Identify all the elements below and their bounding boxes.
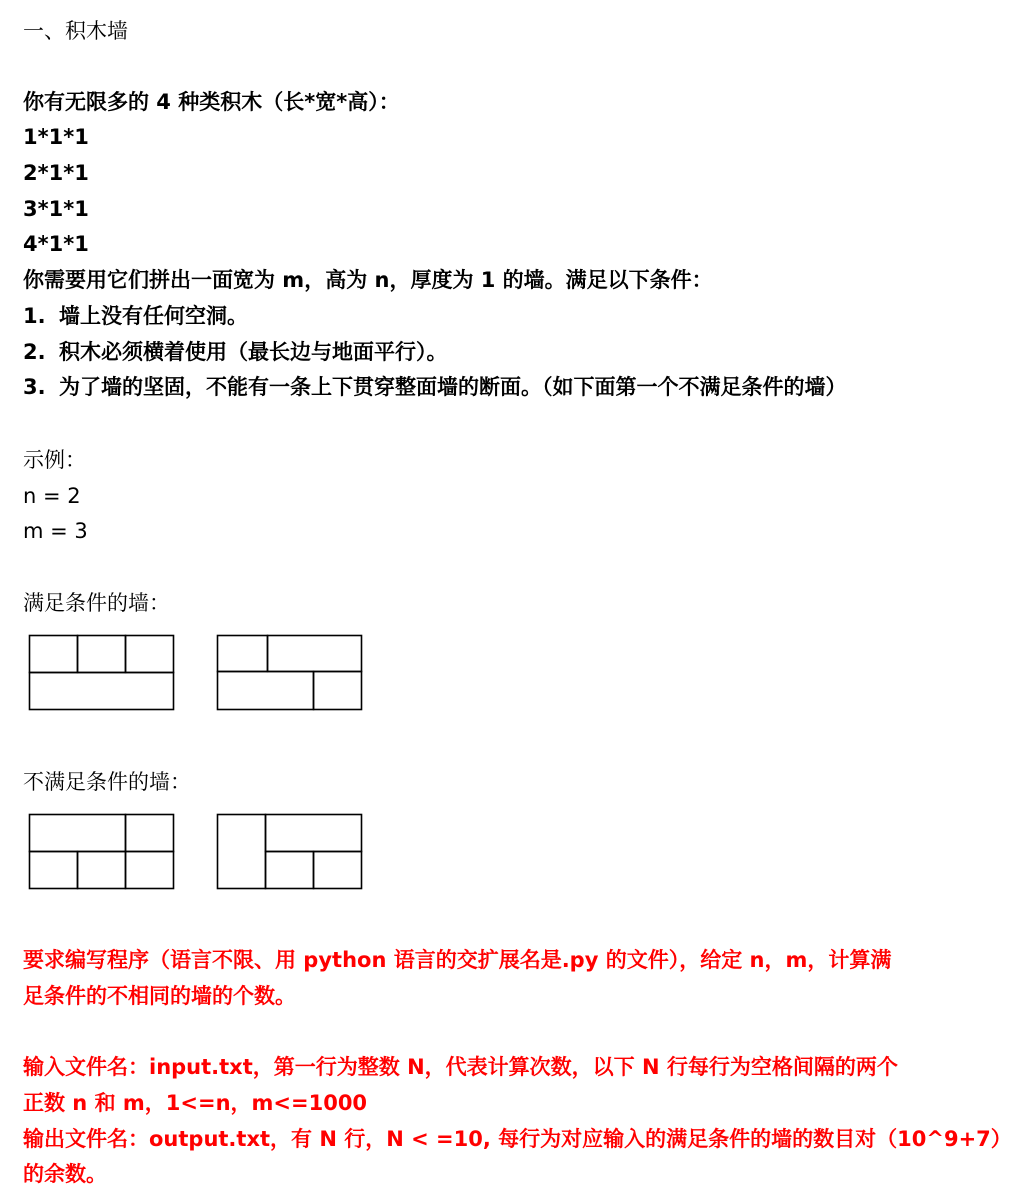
invalid-walls-label: 不满足条件的墙： — [23, 770, 191, 794]
brick — [218, 672, 314, 710]
brick — [126, 636, 174, 673]
brick — [30, 636, 78, 673]
intro-text: 你有无限多的 4 种类积木（长*宽*高）： — [23, 90, 400, 114]
block-type-2: 2*1*1 — [23, 161, 89, 185]
task-text: 你需要用它们拼出一面宽为 m，高为 n，厚度为 1 的墙。满足以下条件： — [23, 268, 713, 292]
brick — [266, 815, 362, 852]
input-spec-line-2: 正数 n 和 m，1<=n，m<=1000 — [23, 1091, 368, 1115]
invalid-wall-1-diagram — [28, 813, 176, 891]
brick — [218, 636, 268, 672]
block-type-1: 1*1*1 — [23, 125, 89, 149]
condition-3 — [23, 372, 847, 402]
invalid-wall-2-diagram — [216, 813, 364, 891]
brick — [78, 852, 126, 889]
condition-number: 1. — [23, 304, 46, 328]
output-spec-line-1: 输出文件名：output.txt，有 N 行，N < =10, 每行为对应输入的满足条件的墙的数目对（10^9+7） — [23, 1127, 1012, 1151]
condition-2 — [23, 337, 448, 367]
output-spec-line-2: 的余数。 — [23, 1162, 107, 1186]
brick — [314, 852, 362, 889]
brick — [126, 852, 174, 889]
brick — [30, 673, 174, 710]
condition-1 — [23, 301, 248, 331]
condition-number: 2. — [23, 340, 46, 364]
brick — [78, 636, 126, 673]
brick — [266, 852, 314, 889]
block-type-3: 3*1*1 — [23, 197, 89, 221]
brick — [126, 815, 174, 852]
brick — [218, 815, 266, 889]
condition-text: 为了墙的坚固，不能有一条上下贯穿整面墙的断面。（如下面第一个不满足条件的墙） — [59, 375, 847, 399]
brick — [30, 815, 126, 852]
condition-text: 墙上没有任何空洞。 — [59, 304, 248, 328]
brick — [30, 852, 78, 889]
example-m: m = 3 — [23, 519, 88, 543]
example-label: 示例： — [23, 448, 86, 472]
condition-text: 积木必须横着使用（最长边与地面平行）。 — [59, 340, 448, 364]
requirement-line-2: 足条件的不相同的墙的个数。 — [23, 984, 296, 1008]
valid-wall-2-diagram — [216, 634, 364, 712]
block-type-4: 4*1*1 — [23, 232, 89, 256]
condition-number: 3. — [23, 375, 46, 399]
example-n: n = 2 — [23, 484, 81, 508]
brick — [268, 636, 362, 672]
input-spec-line-1: 输入文件名：input.txt，第一行为整数 N，代表计算次数，以下 N 行每行为空格间隔的两个 — [23, 1055, 898, 1079]
valid-wall-1-diagram — [28, 634, 176, 712]
section-title: 一、积木墙 — [23, 19, 128, 43]
valid-walls-label: 满足条件的墙： — [23, 591, 170, 615]
brick — [314, 672, 362, 710]
requirement-line-1: 要求编写程序（语言不限、用 python 语言的交扩展名是.py 的文件），给定 n，m，计算满 — [23, 948, 892, 972]
